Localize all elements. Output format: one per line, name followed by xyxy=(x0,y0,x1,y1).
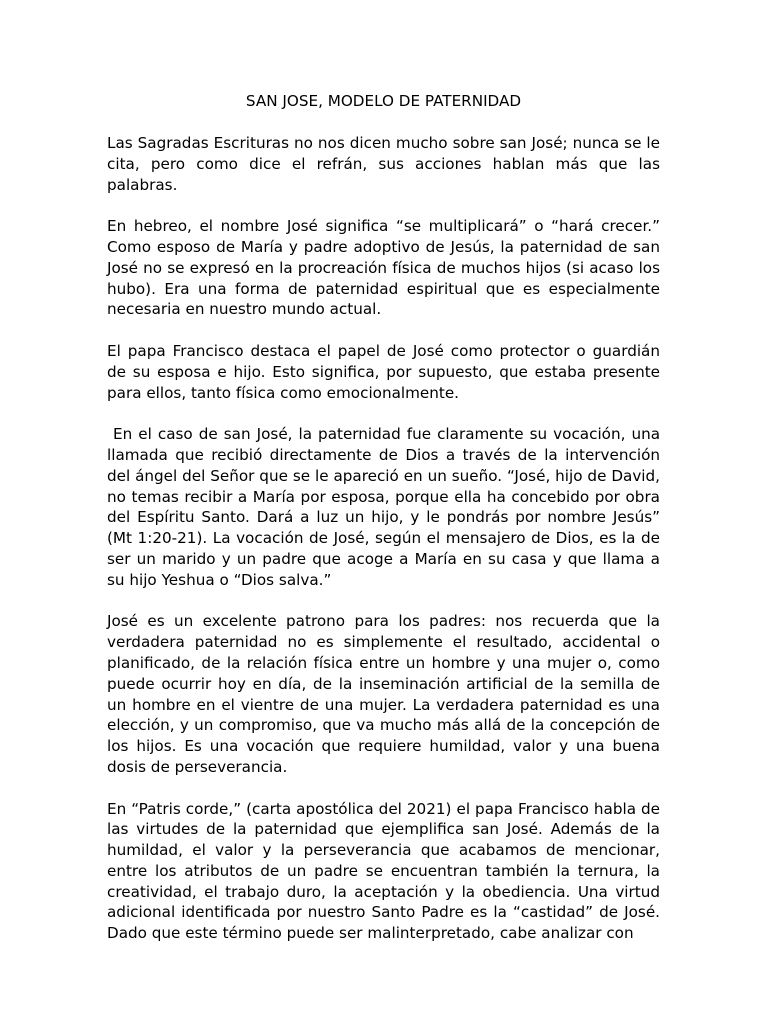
document-title: SAN JOSE, MODELO DE PATERNIDAD xyxy=(245,92,522,110)
document-body xyxy=(107,91,665,944)
paragraph-6: En “Patris corde,” (carta apostólica del 2021) el papa Francisco habla de las virtudes de la paternidad que ejemplifica san José. Además de la humildad, el valor y la perseverancia que acabamos de mencionar, entre los atributos de un padre se encuentran también la ternura, la creatividad, el trabajo duro, la aceptación y la obediencia. Una virtud adicional identificada por nuestro Santo Padre es la “castidad” de José. Dado que este término puede ser malinterpretado, cabe analizar con xyxy=(107,799,660,943)
paragraph-4: En el caso de san José, la paternidad fue claramente su vocación, una llamada que recibió directamente de Dios a través de la intervención del ángel del Señor que se le apareció en un sueño. “José, hijo de David, no temas recibir a María por esposa, porque ella ha concebido por obra del Espíritu Santo. Dará a luz un hijo, y le pondrás por nombre Jesús” (Mt 1:20-21). La vocación de José, según el mensajero de Dios, es la de ser un marido y un padre que acoge a María en su casa y que llama a su hijo Yeshua o “Dios salva.” xyxy=(107,425,665,589)
paragraph-2: En hebreo, el nombre José significa “se multiplicará” o “hará crecer.” Como esposo de María y padre adoptivo de Jesús, la paternidad de san José no se expresó en la procreación física de muchos hijos (si acaso los hubo). Era una forma de paternidad espiritual que es especialmente necesaria en nuestro mundo actual. xyxy=(107,217,660,319)
paragraph-3: El papa Francisco destaca el papel de José como protector o guardián de su esposa e hijo. Esto significa, por supuesto, que estaba presente para ellos, tanto física como emocionalmente. xyxy=(107,341,660,402)
paragraph-1: Las Sagradas Escrituras no nos dicen mucho sobre san José; nunca se le cita, pero como dice el refrán, sus acciones hablan más que las palabras. xyxy=(107,134,660,194)
paragraph-5: José es un excelente patrono para los padres: nos recuerda que la verdadera paternidad no es simplemente el resultado, accidental o planificado, de la relación física entre un hombre y una mujer o, como puede ocurrir hoy en día, de la inseminación artificial de la semilla de un hombre en el vientre de una mujer. La verdadera paternidad es una elección, y un compromiso, que va mucho más allá de la concepción de los hijos. Es una vocación que requiere humildad, valor y una buena dosis de perseverancia. xyxy=(107,612,660,776)
